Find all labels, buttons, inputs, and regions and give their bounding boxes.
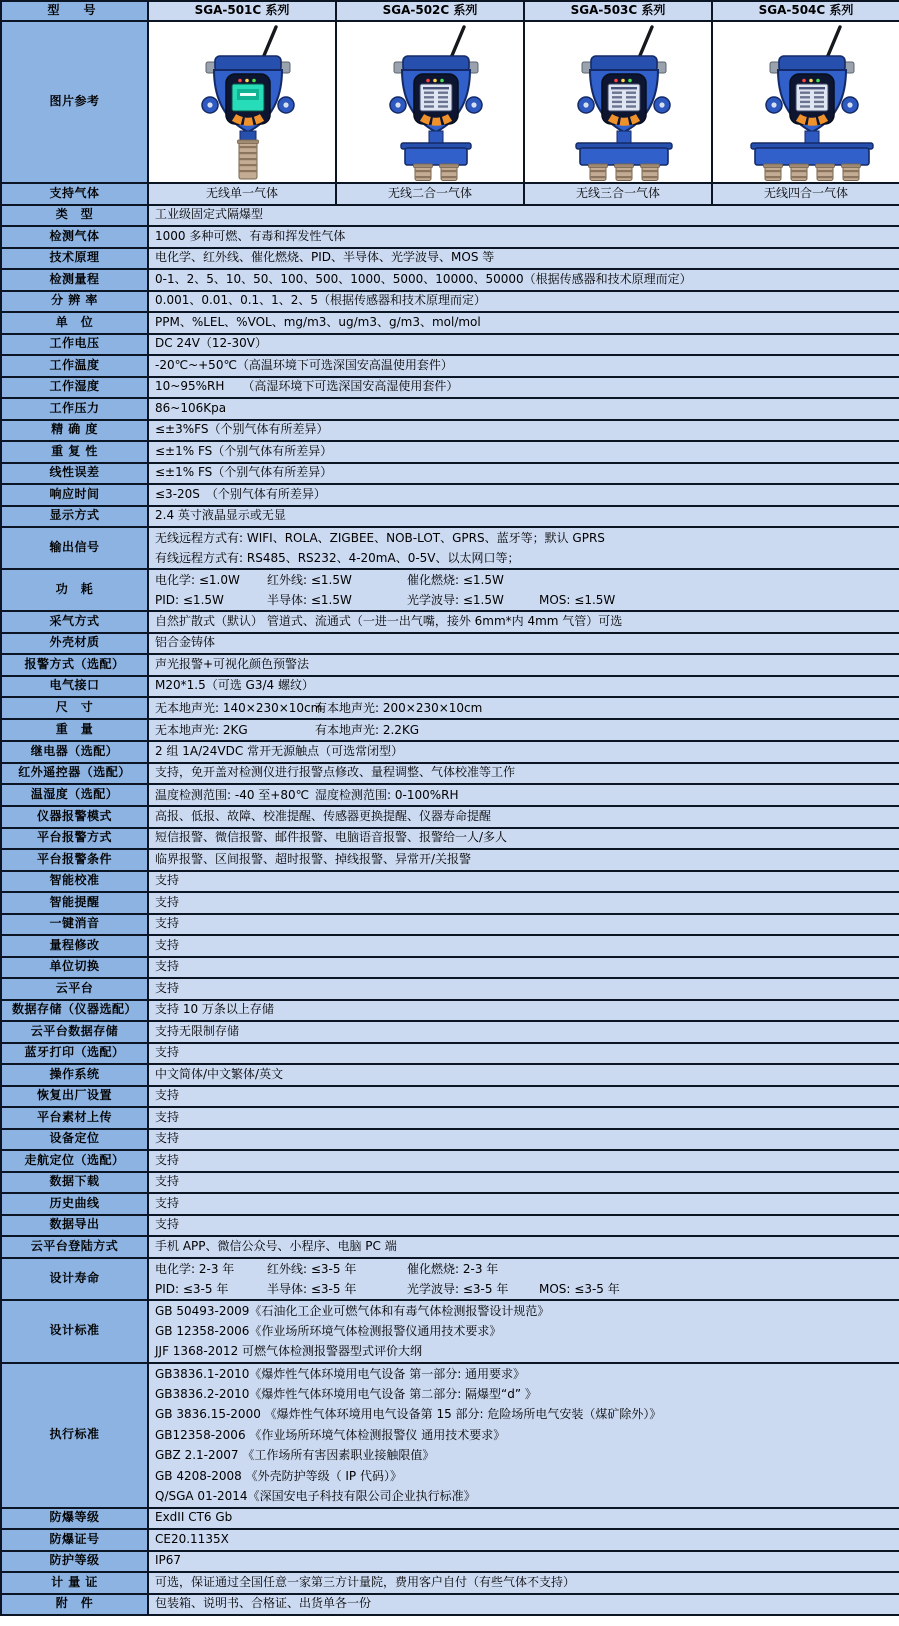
- spec-row: [1, 892, 899, 914]
- spec-label: 平台报警条件: [1, 849, 148, 871]
- spec-row: [1, 957, 899, 979]
- spec-label: 操作系统: [1, 1064, 148, 1086]
- spec-label: 附 件: [1, 1594, 148, 1616]
- spec-label: 外壳材质: [1, 633, 148, 655]
- sensor-probe-graphic: [615, 164, 634, 181]
- spec-value: 2.4 英寸液晶显示或无显: [148, 506, 899, 528]
- spec-value: [148, 527, 899, 569]
- spec-label: 设备定位: [1, 1129, 148, 1151]
- sensor-probe-graphic: [238, 140, 259, 179]
- spec-value: 支持: [148, 957, 899, 979]
- spec-label: 精 确 度: [1, 420, 148, 442]
- spec-row: [1, 654, 899, 676]
- sensor-probe-graphic: [816, 164, 835, 181]
- spec-label: 走航定位（选配）: [1, 1150, 148, 1172]
- spec-label: 数据下载: [1, 1172, 148, 1194]
- spec-row: [1, 806, 899, 828]
- spec-value-segment: 光学波导: ≤3-5 年: [407, 1281, 509, 1296]
- spec-label: 重 量: [1, 719, 148, 741]
- spec-row: [1, 1107, 899, 1129]
- spec-value-line: [155, 720, 893, 740]
- spec-row: [1, 291, 899, 313]
- spec-row: [1, 633, 899, 655]
- spec-value: 支持: [148, 1193, 899, 1215]
- spec-value: M20*1.5（可选 G3/4 螺纹）: [148, 676, 899, 698]
- spec-label: 防爆等级: [1, 1508, 148, 1530]
- spec-value-segment: 电化学: ≤1.0W: [155, 573, 240, 587]
- spec-value-segment: 无本地声光: 2KG: [155, 723, 248, 737]
- spec-value-segment: 温度检测范围: -40 至+80℃: [155, 788, 310, 802]
- spec-row: [1, 978, 899, 1000]
- spec-label: 数据导出: [1, 1215, 148, 1237]
- spec-row: [1, 506, 899, 528]
- spec-value: 中文简体/中文繁体/英文: [148, 1064, 899, 1086]
- supported-gas-cell: 无线单一气体: [148, 183, 336, 205]
- spec-row: [1, 676, 899, 698]
- spec-value: 2 组 1A/24VDC 常开无源触点（可选常闭型）: [148, 741, 899, 763]
- spec-value: 支持: [148, 1043, 899, 1065]
- spec-row: [1, 484, 899, 506]
- spec-label: 单 位: [1, 312, 148, 334]
- spec-value-segment: 催化燃烧: ≤1.5W: [407, 573, 504, 587]
- spec-row: [1, 697, 899, 719]
- spec-row: [1, 420, 899, 442]
- model-column-header: SGA-501C 系列: [148, 1, 336, 21]
- spec-label: 报警方式（选配）: [1, 654, 148, 676]
- product-image-cell: [712, 21, 899, 183]
- spec-label: 类 型: [1, 205, 148, 227]
- spec-label: 设计寿命: [1, 1258, 148, 1300]
- spec-value: 支持: [148, 871, 899, 893]
- sga-501c-detector: [155, 23, 336, 181]
- spec-value: [148, 1300, 899, 1363]
- spec-value: 工业级固定式隔爆型: [148, 205, 899, 227]
- spec-value-line: JJF 1368-2012 可燃气体检测报警器型式评价大纲: [155, 1344, 423, 1359]
- spec-value: 临界报警、区间报警、超时报警、掉线报警、异常开/关报警: [148, 849, 899, 871]
- spec-value-line: GB3836.2-2010《爆炸性气体环境用电气设备 第二部分: 隔爆型“d” 》: [155, 1386, 537, 1401]
- spec-value: 支持: [148, 1107, 899, 1129]
- supported-gas-cell: 无线三合一气体: [524, 183, 712, 205]
- spec-value: 支持: [148, 1086, 899, 1108]
- spec-row: [1, 1529, 899, 1551]
- spec-value: 声光报警+可视化颜色预警法: [148, 654, 899, 676]
- product-image-cell: [524, 21, 712, 183]
- spec-label: 技术原理: [1, 248, 148, 270]
- supported-gas-cell: 无线二合一气体: [336, 183, 524, 205]
- spec-row: [1, 269, 899, 291]
- spec-row: [1, 871, 899, 893]
- spec-row: [1, 377, 899, 399]
- model-header-row: [1, 1, 899, 21]
- spec-label: 采气方式: [1, 611, 148, 633]
- spec-row: [1, 1300, 899, 1363]
- spec-row: [1, 355, 899, 377]
- spec-row: [1, 1086, 899, 1108]
- spec-label: 分 辨 率: [1, 291, 148, 313]
- spec-value: 支持无限制存储: [148, 1021, 899, 1043]
- spec-value-line: [155, 570, 893, 590]
- spec-value-segment: 湿度检测范围: 0-100%RH: [315, 788, 459, 802]
- spec-value: 高报、低报、故障、校准提醒、传感器更换提醒、仪器寿命提醒: [148, 806, 899, 828]
- spec-row: [1, 719, 899, 741]
- spec-value-segment: PID: ≤1.5W: [155, 593, 224, 607]
- spec-value-line: GB 12358-2006《作业场所环境气体检测报警仪通用技术要求》: [155, 1323, 502, 1338]
- spec-row: [1, 1193, 899, 1215]
- spec-row: [1, 1150, 899, 1172]
- sensor-probe-graphic: [440, 164, 459, 181]
- spec-value-line: [155, 1279, 893, 1299]
- spec-label: 显示方式: [1, 506, 148, 528]
- spec-row: [1, 226, 899, 248]
- spec-label: 线性误差: [1, 463, 148, 485]
- spec-value: ExdII CT6 Gb: [148, 1508, 899, 1530]
- spec-row: [1, 569, 899, 611]
- spec-value: 0-1、2、5、10、50、100、500、1000、5000、10000、50000（根据传感器和技术原理而定）: [148, 269, 899, 291]
- spec-value: 支持: [148, 935, 899, 957]
- spec-label: 防爆证号: [1, 1529, 148, 1551]
- spec-value-line: [155, 1259, 893, 1279]
- spec-row: [1, 248, 899, 270]
- spec-label: 输出信号: [1, 527, 148, 569]
- spec-value-line: GBZ 2.1-2007 《工作场所有害因素职业接触限值》: [155, 1448, 435, 1463]
- spec-value-segment: 催化燃烧: 2-3 年: [407, 1261, 499, 1276]
- spec-value-segment: 红外线: ≤1.5W: [267, 573, 352, 587]
- spec-row: [1, 1021, 899, 1043]
- spec-row: [1, 527, 899, 569]
- spec-value: 支持: [148, 1215, 899, 1237]
- sga-504c-detector: [719, 23, 899, 181]
- spec-row: [1, 441, 899, 463]
- spec-value: DC 24V（12-30V）: [148, 334, 899, 356]
- product-image-row: [1, 21, 899, 183]
- spec-label: 红外遥控器（选配）: [1, 763, 148, 785]
- spec-value-segment: MOS: ≤1.5W: [539, 593, 616, 607]
- spec-label: 检测气体: [1, 226, 148, 248]
- spec-value: IP67: [148, 1551, 899, 1573]
- model-column-header: SGA-502C 系列: [336, 1, 524, 21]
- spec-value-line: [155, 590, 893, 610]
- spec-value-line: GB 4208-2008 《外壳防护等级（ IP 代码）》: [155, 1468, 402, 1483]
- spec-value: [148, 1363, 899, 1508]
- spec-label: 云平台: [1, 978, 148, 1000]
- model-column-header: SGA-504C 系列: [712, 1, 899, 21]
- spec-label: 单位切换: [1, 957, 148, 979]
- spec-value: -20℃~+50℃（高温环境下可选深国安高温使用套件）: [148, 355, 899, 377]
- spec-value-segment: 有本地声光: 2.2KG: [315, 723, 420, 737]
- spec-label: 温湿度（选配）: [1, 784, 148, 806]
- spec-label: 响应时间: [1, 484, 148, 506]
- spec-row: [1, 1129, 899, 1151]
- spec-value: 0.001、0.01、0.1、1、2、5（根据传感器和技术原理而定）: [148, 291, 899, 313]
- spec-value: [148, 719, 899, 741]
- sensor-probe-graphic: [641, 164, 660, 181]
- spec-value: 自然扩散式（默认） 管道式、流通式（一进一出气嘴，接外 6mm*内 4mm 气管）可选: [148, 611, 899, 633]
- spec-value: 支持: [148, 978, 899, 1000]
- sensor-probe-graphic: [790, 164, 809, 181]
- product-image-cell: [336, 21, 524, 183]
- sensor-probe-graphic: [842, 164, 861, 181]
- spec-label: 防护等级: [1, 1551, 148, 1573]
- spec-label: 数据存储（仪器选配）: [1, 1000, 148, 1022]
- spec-value: 支持: [148, 892, 899, 914]
- spec-row: [1, 334, 899, 356]
- spec-value: 包装箱、说明书、合格证、出货单各一份: [148, 1594, 899, 1616]
- spec-label: 功 耗: [1, 569, 148, 611]
- spec-row: [1, 1508, 899, 1530]
- spec-value: ≤±1% FS（个别气体有所差异）: [148, 463, 899, 485]
- spec-value: 支持: [148, 914, 899, 936]
- spec-value: 可选，保证通过全国任意一家第三方计量院，费用客户自付（有些气体不支持）: [148, 1572, 899, 1594]
- sensor-probe-graphic: [589, 164, 608, 181]
- spec-label: 设计标准: [1, 1300, 148, 1363]
- spec-row: [1, 935, 899, 957]
- model-header-label: 型 号: [1, 1, 148, 21]
- spec-value: 手机 APP、微信公众号、小程序、电脑 PC 端: [148, 1236, 899, 1258]
- spec-label: 电气接口: [1, 676, 148, 698]
- spec-label: 计 量 证: [1, 1572, 148, 1594]
- spec-value: 86~106Kpa: [148, 398, 899, 420]
- spec-value-segment: 光学波导: ≤1.5W: [407, 593, 504, 607]
- spec-row: [1, 763, 899, 785]
- spec-value: [148, 569, 899, 611]
- spec-row: [1, 1258, 899, 1300]
- spec-value: 铝合金铸体: [148, 633, 899, 655]
- spec-value-segment: 半导体: ≤1.5W: [267, 593, 352, 607]
- spec-value-line: GB 3836.15-2000 《爆炸性气体环境用电气设备第 15 部分: 危险场所电气安装（煤矿除外）》: [155, 1407, 662, 1422]
- spec-row: [1, 1551, 899, 1573]
- spec-value: [148, 784, 899, 806]
- spec-label: 平台报警方式: [1, 828, 148, 850]
- spec-value-line: GB3836.1-2010《爆炸性气体环境用电气设备 第一部分: 通用要求》: [155, 1366, 526, 1381]
- spec-label: 云平台数据存储: [1, 1021, 148, 1043]
- spec-row: [1, 398, 899, 420]
- spec-row: [1, 1363, 899, 1508]
- sga-503c-detector: [531, 23, 712, 181]
- spec-table-body: [1, 1, 899, 1615]
- spec-label: 云平台登陆方式: [1, 1236, 148, 1258]
- spec-value-segment: 无本地声光: 140×230×10cm: [155, 701, 323, 715]
- spec-value-segment: 电化学: 2-3 年: [155, 1261, 235, 1276]
- spec-value-segment: 红外线: ≤3-5 年: [267, 1261, 357, 1276]
- spec-label: 工作温度: [1, 355, 148, 377]
- spec-row: [1, 205, 899, 227]
- spec-label: 继电器（选配）: [1, 741, 148, 763]
- spec-value: ≤±1% FS（个别气体有所差异）: [148, 441, 899, 463]
- spec-label: 执行标准: [1, 1363, 148, 1508]
- spec-label: 智能提醒: [1, 892, 148, 914]
- spec-row: [1, 914, 899, 936]
- spec-value-line: [155, 785, 893, 805]
- spec-value-line: 无线远程方式有: WIFI、ROLA、ZIGBEE、NOB-LOT、GPRS、蓝牙等；默认 GPRS: [155, 531, 605, 545]
- spec-value: ≤±3%FS（个别气体有所差异）: [148, 420, 899, 442]
- spec-value-line: GB 50493-2009《石油化工企业可燃气体和有毒气体检测报警设计规范》: [155, 1303, 550, 1318]
- spec-label: 重 复 性: [1, 441, 148, 463]
- spec-value: 支持: [148, 1129, 899, 1151]
- spec-value: 短信报警、微信报警、邮件报警、电脑语音报警、报警给一人/多人: [148, 828, 899, 850]
- spec-row: [1, 1000, 899, 1022]
- spec-value: PPM、%LEL、%VOL、mg/m3、ug/m3、g/m3、mol/mol: [148, 312, 899, 334]
- spec-value-line: 有线远程方式有: RS485、RS232、4-20mA、0-5V、以太网口等；: [155, 551, 520, 565]
- spec-row: [1, 1043, 899, 1065]
- spec-value-segment: MOS: ≤3-5 年: [539, 1281, 620, 1296]
- spec-value: CE20.1135X: [148, 1529, 899, 1551]
- product-image-cell: [148, 21, 336, 183]
- spec-label: 量程修改: [1, 935, 148, 957]
- spec-row: [1, 611, 899, 633]
- spec-row: [1, 849, 899, 871]
- spec-value-segment: PID: ≤3-5 年: [155, 1281, 229, 1296]
- spec-label: 平台素材上传: [1, 1107, 148, 1129]
- spec-value-segment: 半导体: ≤3-5 年: [267, 1281, 357, 1296]
- sensor-probe-graphic: [764, 164, 783, 181]
- spec-label: 蓝牙打印（选配）: [1, 1043, 148, 1065]
- model-column-header: SGA-503C 系列: [524, 1, 712, 21]
- spec-value: 10~95%RH （高湿环境下可选深国安高湿使用套件）: [148, 377, 899, 399]
- spec-row: [1, 828, 899, 850]
- spec-row: [1, 1594, 899, 1616]
- spec-label: 历史曲线: [1, 1193, 148, 1215]
- spec-label: 恢复出厂设置: [1, 1086, 148, 1108]
- spec-row: [1, 1572, 899, 1594]
- spec-label: 仪器报警模式: [1, 806, 148, 828]
- spec-label: 尺 寸: [1, 697, 148, 719]
- spec-label: 检测量程: [1, 269, 148, 291]
- spec-row: [1, 784, 899, 806]
- spec-value-line: GB12358-2006 《作业场所环境气体检测报警仪 通用技术要求》: [155, 1427, 506, 1442]
- supported-gas-cell: 无线四合一气体: [712, 183, 899, 205]
- spec-value: 支持 10 万条以上存储: [148, 1000, 899, 1022]
- spec-value: [148, 1258, 899, 1300]
- spec-label: 一键消音: [1, 914, 148, 936]
- spec-row: [1, 1172, 899, 1194]
- image-row-label: 图片参考: [1, 21, 148, 183]
- spec-value: 支持: [148, 1172, 899, 1194]
- supported-gas-row: [1, 183, 899, 205]
- spec-label: 智能校准: [1, 871, 148, 893]
- spec-value: 支持: [148, 1150, 899, 1172]
- spec-label: 工作湿度: [1, 377, 148, 399]
- sensor-probe-graphic: [414, 164, 433, 181]
- gas-row-label: 支持气体: [1, 183, 148, 205]
- spec-label: 工作压力: [1, 398, 148, 420]
- spec-value-line: Q/SGA 01-2014《深国安电子科技有限公司企业执行标准》: [155, 1489, 476, 1504]
- spec-row: [1, 463, 899, 485]
- spec-row: [1, 312, 899, 334]
- spec-label: 工作电压: [1, 334, 148, 356]
- spec-row: [1, 741, 899, 763]
- spec-value-line: [155, 698, 893, 718]
- spec-value: ≤3-20S （个别气体有所差异）: [148, 484, 899, 506]
- sga-502c-detector: [343, 23, 524, 181]
- spec-row: [1, 1064, 899, 1086]
- spec-value: 支持，免开盖对检测仪进行报警点修改、量程调整、气体校准等工作: [148, 763, 899, 785]
- spec-value-segment: 有本地声光: 200×230×10cm: [315, 701, 483, 715]
- spec-row: [1, 1236, 899, 1258]
- spec-value: 电化学、红外线、催化燃烧、PID、半导体、光学波导、MOS 等: [148, 248, 899, 270]
- spec-value: 1000 多种可燃、有毒和挥发性气体: [148, 226, 899, 248]
- spec-row: [1, 1215, 899, 1237]
- spec-value: [148, 697, 899, 719]
